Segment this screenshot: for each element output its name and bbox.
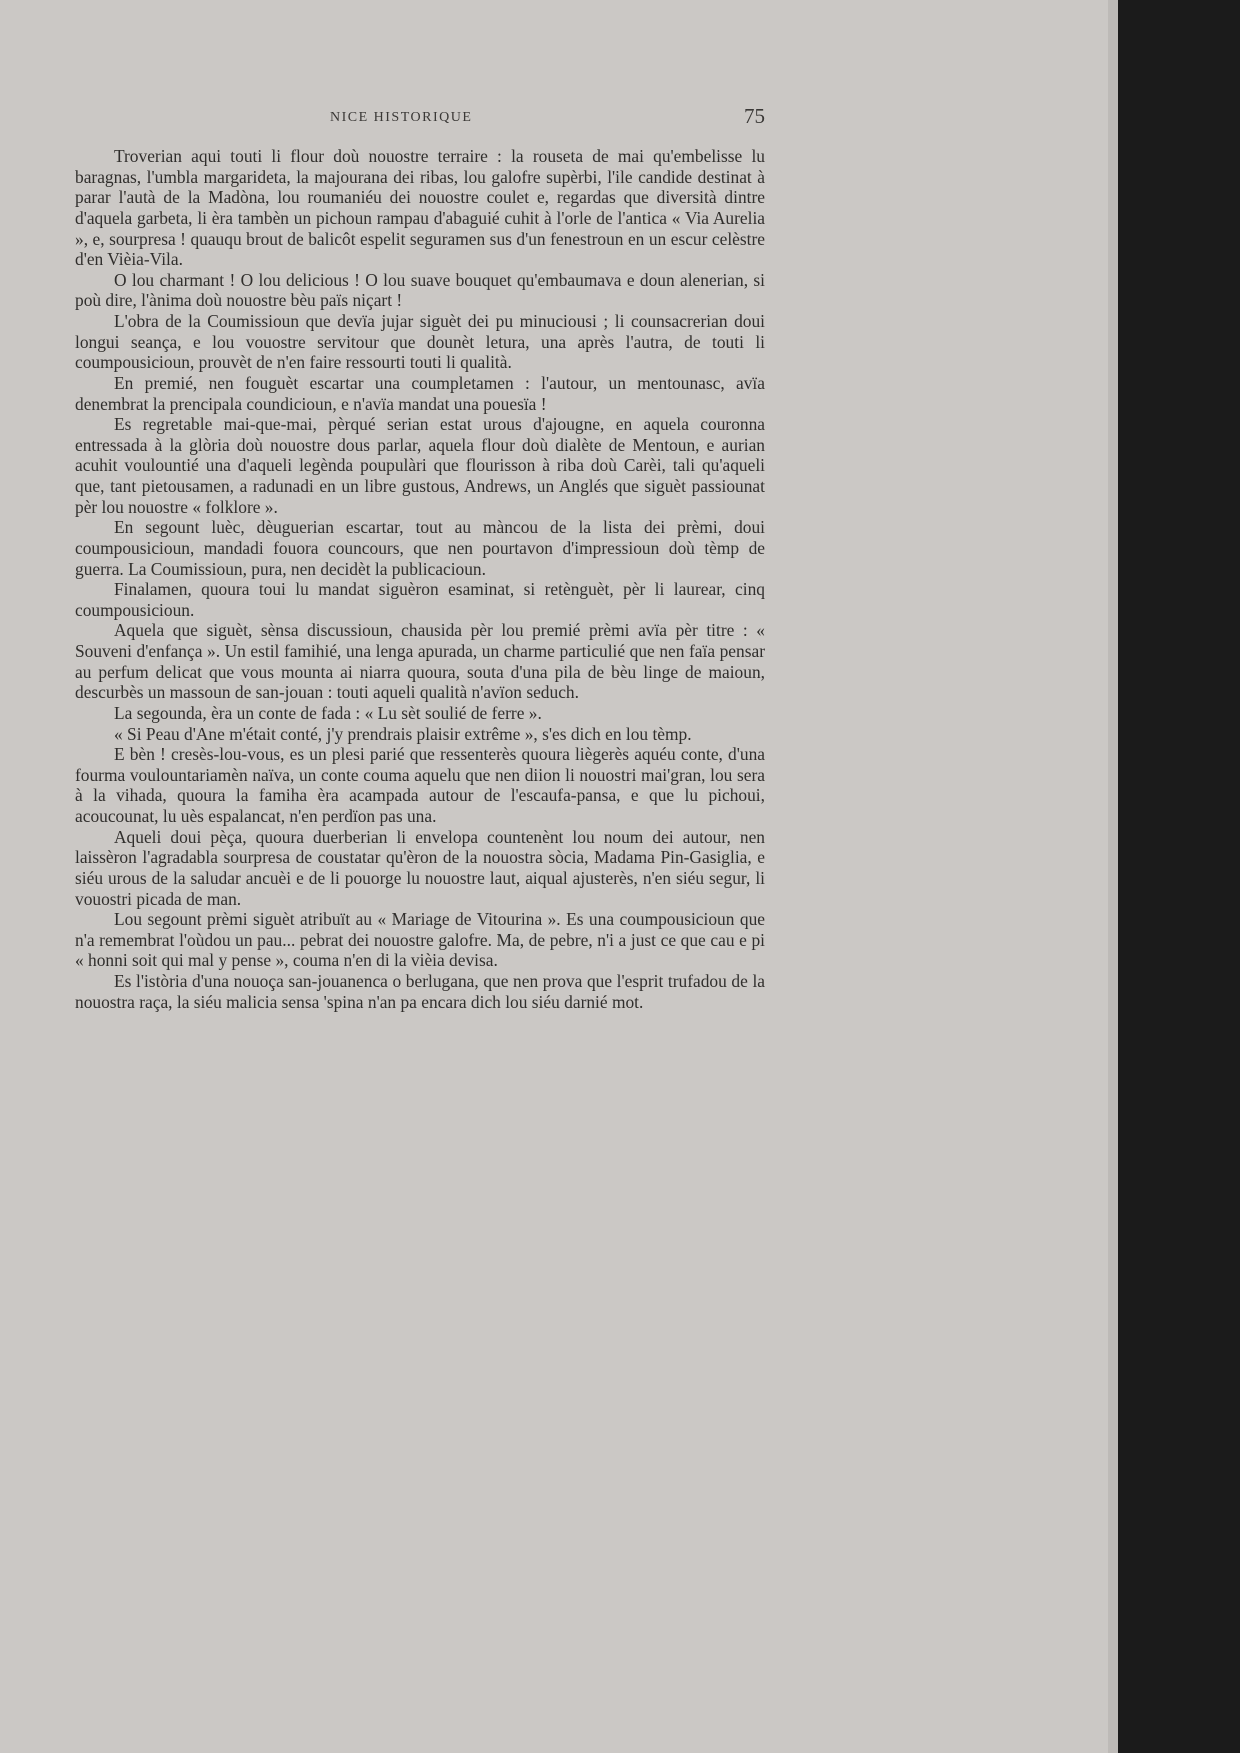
paragraph: O lou charmant ! O lou delicious ! O lou suave bouquet qu'embaumava e doun alenerian, si poù dire, l'ànima doù nouostre bèu païs niçart !	[75, 269, 765, 311]
paragraph: Troverian aqui touti li flour doù nouostre terraire : la rouseta de mai qu'embelisse lu baragnas, l'umbla margarideta, la majourana dei ribas, lou galofre supèrbi, l'ile candide destinat à parar l'autà de la Madòna, lou roumaniéu dei nouostre coulet e, regardas que diversità dintre d'aquela garbeta, li èra tambèn un pichoun rampau d'abaguié cuhit à l'orle de l'antica « Via Aurelia », e, sourpresa ! quauqu brout de balicôt espelit seguramen sus d'un fenestroun en un escur celèstre d'en Vièia-Vila.	[75, 146, 765, 270]
running-title: NICE HISTORIQUE	[330, 110, 473, 125]
paragraph: Lou segount prèmi siguèt atribuït au « Mariage de Vitourina ». Es una coumpousicioun que n'a remembrat l'oùdou un pau... pebrat dei nouostre galofre. Ma, de pebre, n'i a just ce que cau e pi « honni soit qui mal y pense », couma n'en di la vièia devisa.	[75, 909, 765, 971]
paragraph: « Si Peau d'Ane m'était conté, j'y prendrais plaisir extrême », s'es dich en lou tèmp.	[114, 723, 692, 744]
paragraph: Es regretable mai-que-mai, pèrqué serian estat urous d'ajougne, en aquela couronna entressada à la glòria doù nouostre dous parlar, aquela flour doù dialète de Mentoun, e aurian acuhit voulountié una d'aqueli legènda poupulàri que flourisson à riba doù Carèi, tali qu'aqueli que, tant pietousamen, a radunadi en un libre gustous, Andrews, un Anglés que siguèt passiounat pèr lou nouostre « folklore ».	[75, 414, 765, 517]
paragraph: L'obra de la Coumissioun que devïa jujar siguèt dei pu minuciousi ; li counsacrerian doui longui seança, e lou vouostre servitour que dounèt letura, una après l'autra, de touti li coumpousicioun, prouvèt de n'en faire ressourti touti li qualità.	[75, 311, 765, 373]
paragraph: La segounda, èra un conte de fada : « Lu sèt soulié de ferre ».	[114, 702, 542, 723]
paragraph: Es l'istòria d'una nouoça san-jouanenca o berlugana, que nen prova que l'esprit trufadou de la nouostra raça, la siéu malicia sensa 'spina n'an pa encara dich lou siéu darnié mot.	[75, 971, 765, 1012]
paragraph: E bèn ! cresès-lou-vous, es un plesi parié que ressenterès quoura liègerès aquéu conte, d'una fourma voulountariamèn naïva, un conte couma aquelu que nen diion li nouostri mai'gran, lou sera à la vihada, quoura la famiha èra acampada autour de l'escaufa-pansa, e que lu pichoui, acoucounat, lu uès espalancat, n'en perdïon pas una.	[75, 744, 765, 826]
paragraph: Finalamen, quoura toui lu mandat siguèron esaminat, si retènguèt, pèr li laurear, cinq coumpousicioun.	[75, 579, 765, 620]
page-number: 75	[744, 104, 765, 128]
paragraph: Aqueli doui pèça, quoura duerberian li envelopa countenènt lou noum dei autour, nen laissèron l'agradabla sourpresa de coustatar qu'èron de la nouostra sòcia, Madama Pin-Gasiglia, e siéu urous de la saludar ancuèi e de li pouorge lu nouostre laut, aiqual ajusterès, n'en siéu segur, li vouostri picada de man.	[75, 826, 765, 909]
page-header	[75, 104, 765, 140]
paragraph: En premié, nen fouguèt escartar una coumpletamen : l'autour, un mentounasc, avïa denembrat la prencipala coundicioun, e n'avïa mandat una pouesïa !	[75, 372, 765, 414]
page-edge	[1108, 0, 1118, 1753]
body-text	[75, 146, 765, 1012]
paragraph: Aquela que siguèt, sènsa discussioun, chausida pèr lou premié prèmi avïa pèr titre : « Souveni d'enfança ». Un estil famihié, una lenga apurada, un charme particulié que nen faïa pensar au perfum delicat que vous mounta ai niarra quoura, souta d'una pila de bèu linge de maioun, descurbès un massoun de san-jouan : touti aqueli qualità n'avïon seduch.	[75, 620, 765, 703]
paragraph: En segount luèc, dèuguerian escartar, tout au màncou de la lista dei prèmi, doui coumpousicioun, mandadi fouora councours, que nen pourtavon d'impressioun doù tèmp de guerra. La Coumissioun, pura, nen decidèt la publicacioun.	[75, 517, 765, 579]
